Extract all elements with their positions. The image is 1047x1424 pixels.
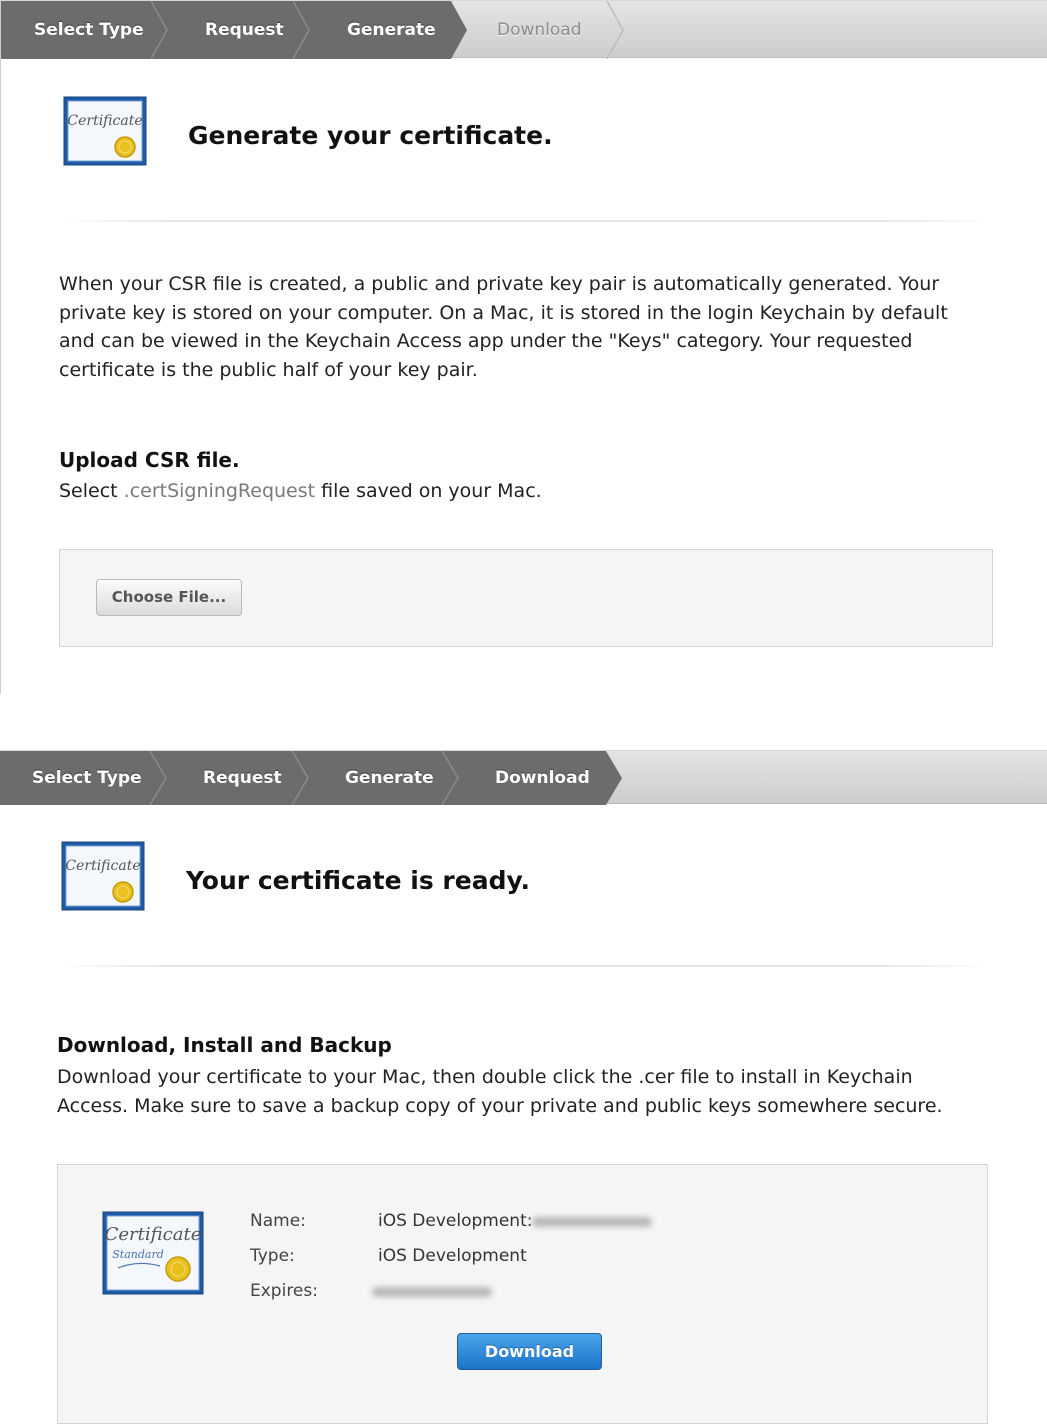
step-request[interactable]: Request (203, 768, 282, 788)
type-value: iOS Development (378, 1246, 527, 1266)
expires-label: Expires: (250, 1281, 318, 1301)
header-divider (58, 220, 993, 222)
step-progress-bar (0, 750, 1047, 804)
certificate-standard-icon (102, 1211, 204, 1295)
step-generate[interactable]: Generate (345, 768, 434, 788)
upload-csr-heading: Upload CSR file. (59, 448, 240, 472)
step-select-type[interactable]: Select Type (32, 768, 142, 788)
step-progress-bar (1, 0, 1047, 58)
redacted-name (532, 1217, 652, 1227)
download-instructions: Download your certificate to your Mac, then double click the .cer file to install in Keychain Access. Make sure to save a backup copy of your private and public keys somewhere secure. (57, 1066, 943, 1117)
step-download[interactable]: Download (497, 20, 582, 40)
csr-upload-box (59, 549, 993, 647)
certificate-standard-text: Standard (112, 1248, 164, 1261)
certificate-details-box (57, 1164, 988, 1424)
step-request[interactable]: Request (205, 20, 284, 40)
choose-file-button[interactable]: Choose File... (96, 579, 242, 616)
seal-icon (166, 1257, 190, 1281)
certificate-icon (63, 96, 147, 166)
csr-file-extension: .certSigningRequest (123, 480, 316, 502)
seal-icon (113, 882, 133, 902)
name-value: iOS Development: (378, 1211, 533, 1231)
download-button[interactable]: Download (457, 1333, 602, 1370)
csr-intro-text: When your CSR file is created, a public and private key pair is automatically generated. Your private key is stored on your computer. On a Mac, it is stored in the login Keychain by default and can be viewed in the Keychain Access app under the "Keys" category. Your requested certificate is the public half of your key pair. (59, 273, 948, 381)
step-select-type[interactable]: Select Type (34, 20, 144, 40)
upload-text-suffix: file saved on your Mac. (315, 480, 542, 502)
redacted-expiry (372, 1287, 492, 1297)
step-separator (607, 1, 623, 59)
name-label: Name: (250, 1211, 306, 1231)
certificate-icon-text: Certificate (67, 113, 143, 129)
download-install-heading: Download, Install and Backup (57, 1033, 392, 1057)
upload-text-prefix: Select (59, 480, 124, 502)
certificate-icon (61, 841, 145, 911)
seal-icon (115, 137, 135, 157)
certificate-icon-text: Certificate (65, 858, 141, 874)
certificate-ready-panel (0, 750, 1047, 1402)
certificate-icon-text: Certificate (104, 1224, 202, 1245)
step-generate[interactable]: Generate (347, 20, 436, 40)
page-title: Generate your certificate. (188, 121, 553, 150)
header-divider (57, 965, 992, 967)
generate-certificate-panel (0, 0, 1047, 694)
step-download[interactable]: Download (495, 768, 590, 788)
type-label: Type: (250, 1246, 295, 1266)
upload-csr-instructions (59, 477, 959, 506)
page-title: Your certificate is ready. (186, 866, 530, 895)
